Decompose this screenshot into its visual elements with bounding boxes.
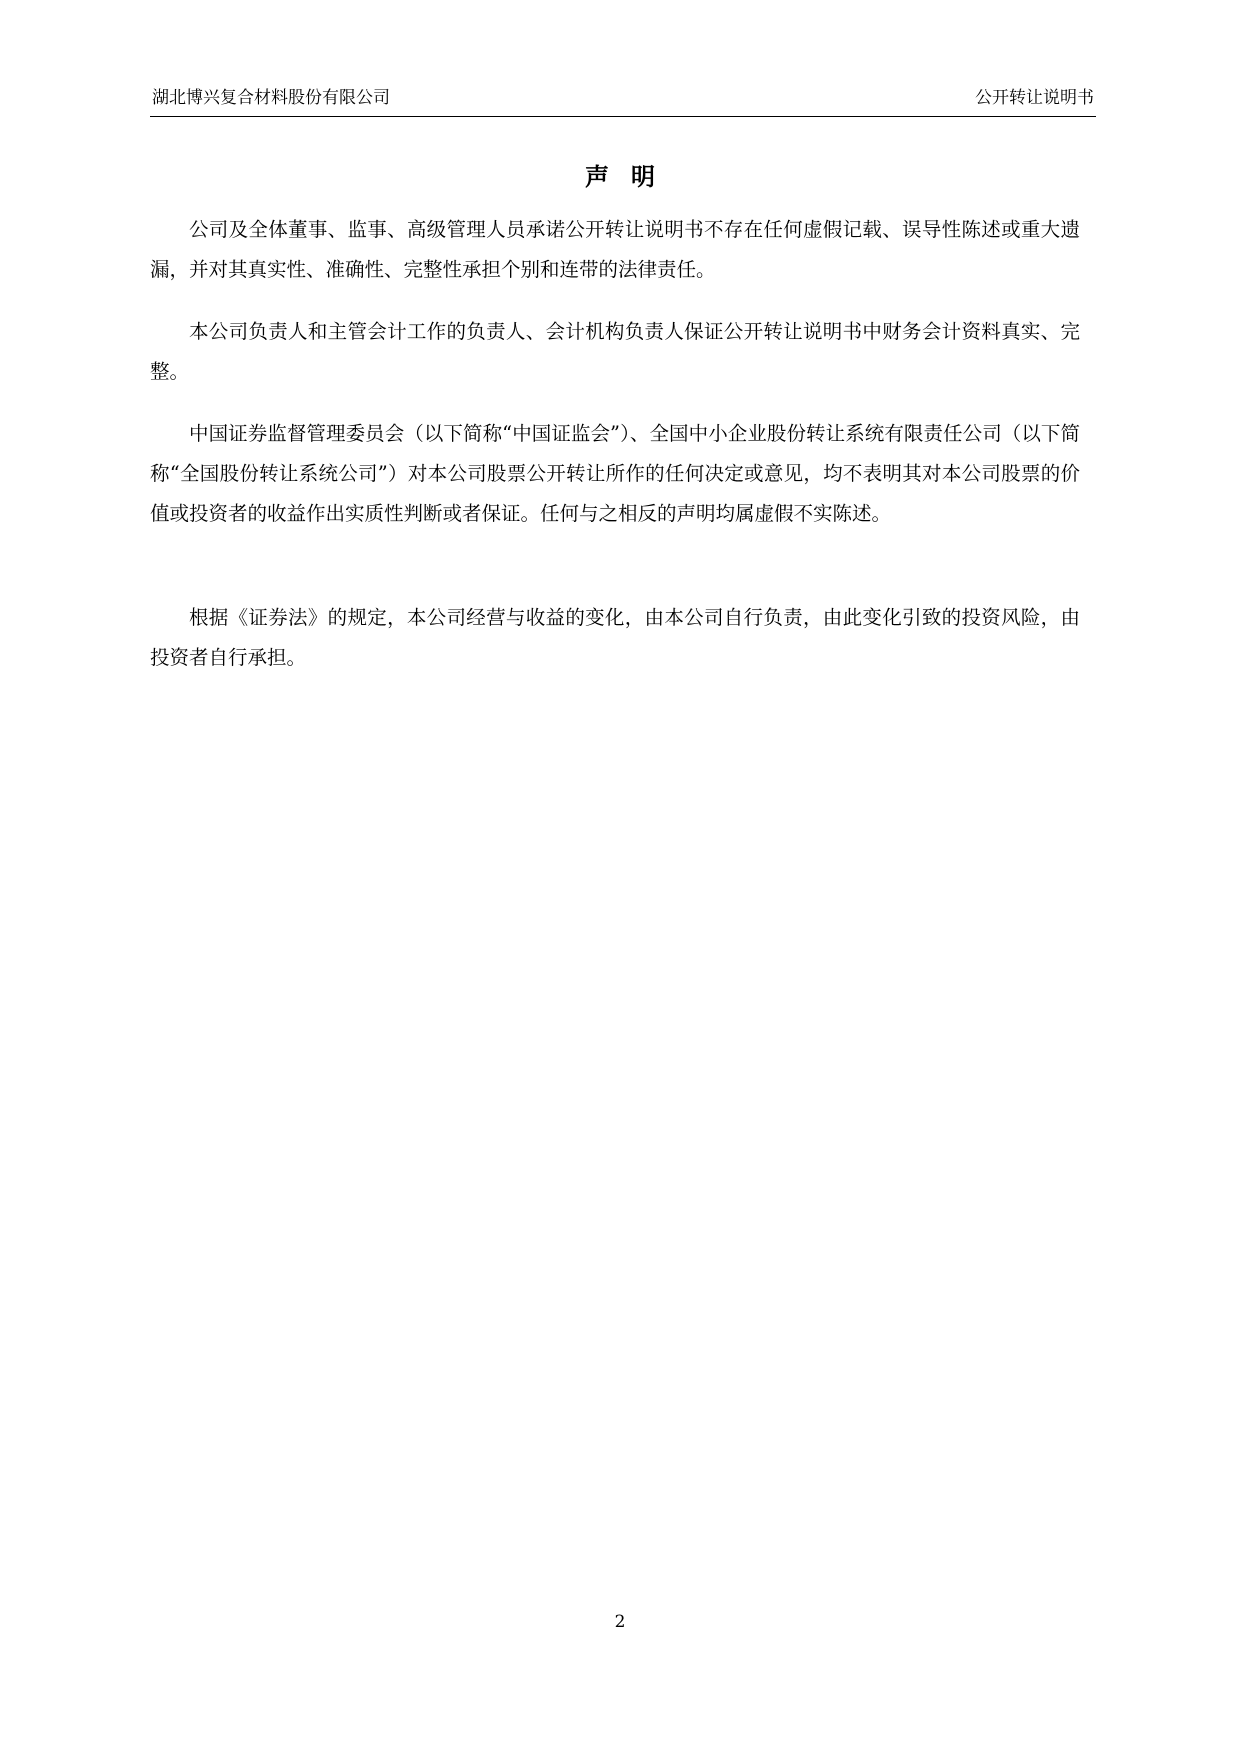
page-title: 声明 xyxy=(585,162,677,191)
paragraph-regulator-disclaimer: 中国证券监督管理委员会（以下简称“中国证监会”）、全国中小企业股份转让系统有限责任公司（以下简称“全国股份转让系统公司”）对本公司股票公开转让所作的任何决定或意见，均不表明其对本公司股票的价值或投资者的收益作出实质性判断或者保证。任何与之相反的声明均属虚假不实陈述。 xyxy=(150,422,1080,525)
page-number: 2 xyxy=(614,1612,626,1632)
page-header xyxy=(150,86,1096,117)
paragraph-investment-risk: 根据《证券法》的规定，本公司经营与收益的变化，由本公司自行负责，由此变化引致的投资风险，由投资者自行承担。 xyxy=(150,606,1080,669)
header-document-title: 公开转让说明书 xyxy=(975,88,1094,108)
header-company-name: 湖北博兴复合材料股份有限公司 xyxy=(152,88,390,108)
paragraph-commitment: 公司及全体董事、监事、高级管理人员承诺公开转让说明书不存在任何虚假记载、误导性陈述或重大遗漏，并对其真实性、准确性、完整性承担个别和连带的法律责任。 xyxy=(150,218,1080,281)
paragraph-financial-guarantee: 本公司负责人和主管会计工作的负责人、会计机构负责人保证公开转让说明书中财务会计资料真实、完整。 xyxy=(150,320,1080,383)
